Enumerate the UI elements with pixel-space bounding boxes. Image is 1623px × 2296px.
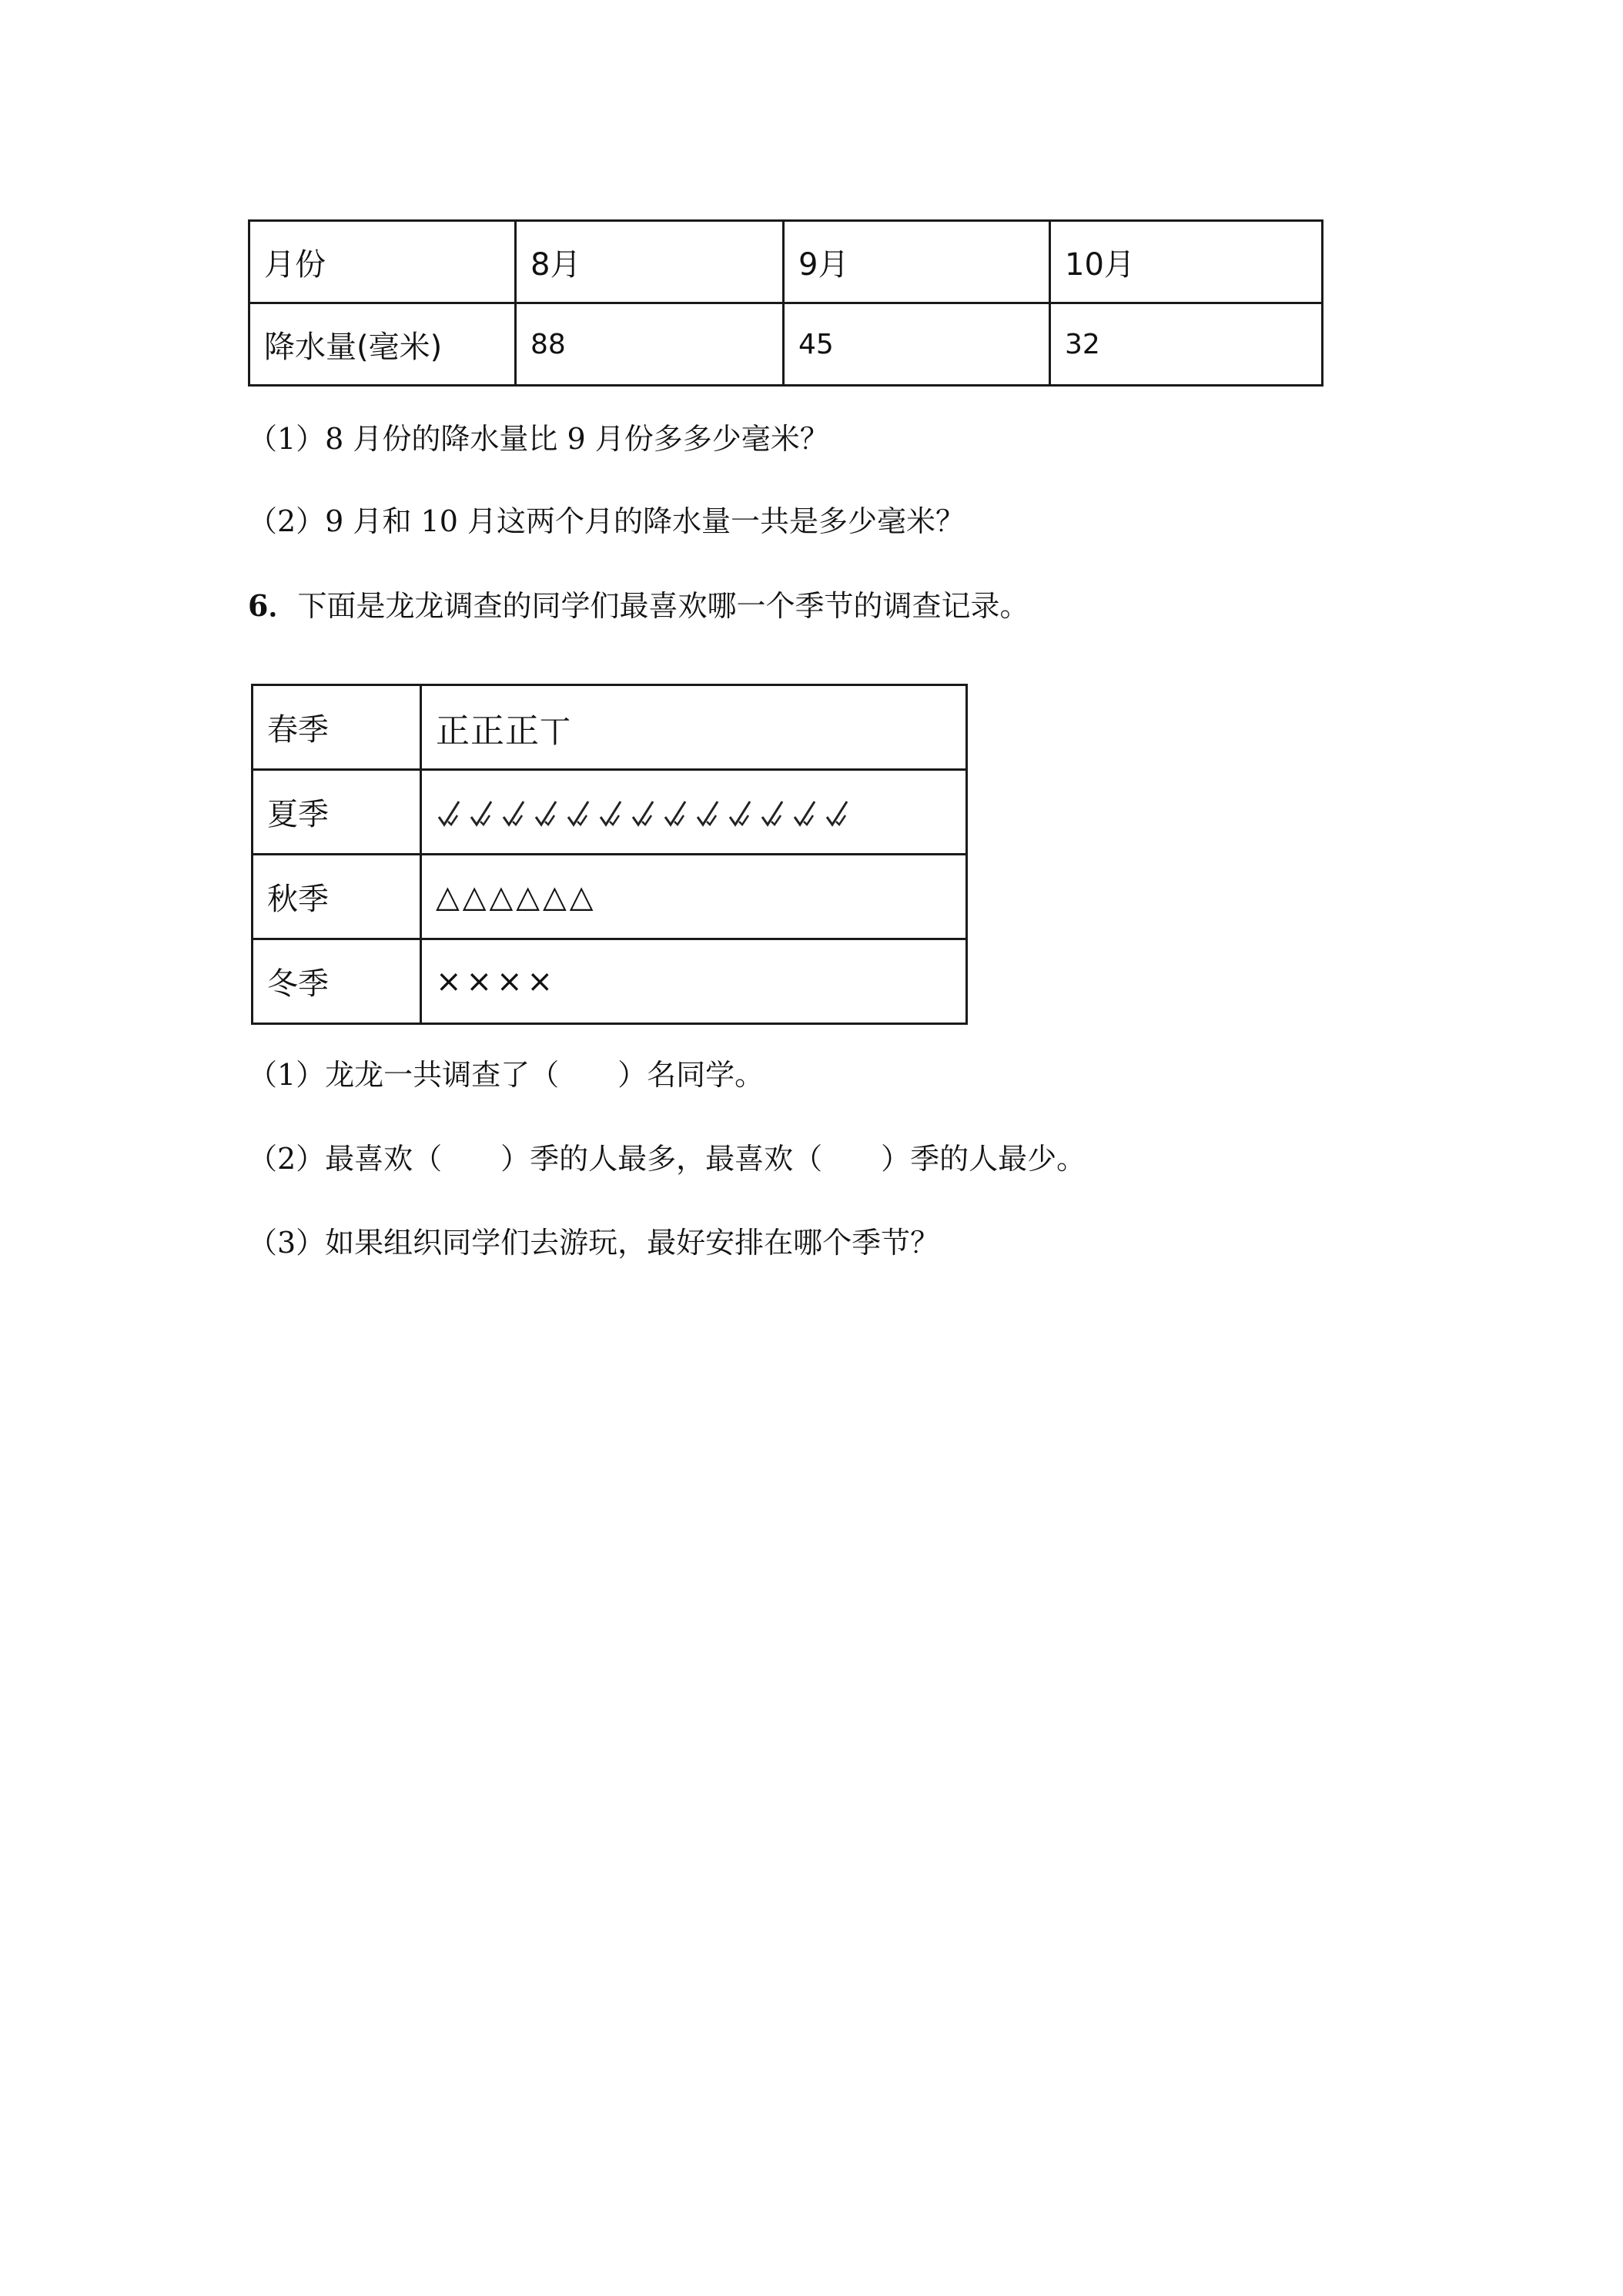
header-sep: 9月: [784, 221, 1050, 303]
table-row: [253, 855, 967, 939]
season-survey-table: [251, 684, 968, 1025]
rain-question-1: （1）8 月份的降水量比 9 月份多多少毫米？: [248, 422, 829, 456]
spring-tally-full: 正正正: [436, 711, 540, 751]
question-number: 6．: [248, 588, 298, 623]
table-row: [253, 770, 967, 855]
season-winter: 冬季: [253, 939, 421, 1024]
header-oct: 10月: [1050, 221, 1323, 303]
rain-question-2: （2）9 月和 10 月这两个月的降水量一共是多少毫米？: [248, 504, 965, 538]
table-row: [249, 303, 1323, 386]
summer-checks: [421, 770, 967, 855]
season-question-1: （1）龙龙一共调查了（ ）名同学。: [248, 1058, 765, 1092]
header-month: 月份: [249, 221, 516, 303]
season-question-3: （3）如果组织同学们去游玩，最好安排在哪个季节？: [248, 1226, 940, 1260]
rainfall-table: [248, 219, 1323, 387]
table-row: [253, 685, 967, 770]
spring-tally: [421, 685, 967, 770]
winter-crosses: ××××: [421, 939, 967, 1024]
value-aug: 88: [516, 303, 784, 386]
question-6-heading: [248, 587, 1029, 624]
season-spring: 春季: [253, 685, 421, 770]
row-label-rainfall: 降水量(毫米): [249, 303, 516, 386]
season-summer: 夏季: [253, 770, 421, 855]
summer-check-marks: [436, 795, 867, 831]
table-row: [253, 939, 967, 1024]
season-autumn: 秋季: [253, 855, 421, 939]
value-sep: 45: [784, 303, 1050, 386]
table-row: [249, 221, 1323, 303]
autumn-triangles: △△△△△△: [421, 855, 967, 939]
question-text: 下面是龙龙调查的同学们最喜欢哪一个季节的调查记录。: [297, 589, 1029, 623]
season-question-2: （2）最喜欢（ ）季的人最多，最喜欢（ ）季的人最少。: [248, 1142, 1086, 1176]
spring-tally-partial: 丅: [540, 714, 571, 750]
header-aug: 8月: [516, 221, 784, 303]
value-oct: 32: [1050, 303, 1323, 386]
